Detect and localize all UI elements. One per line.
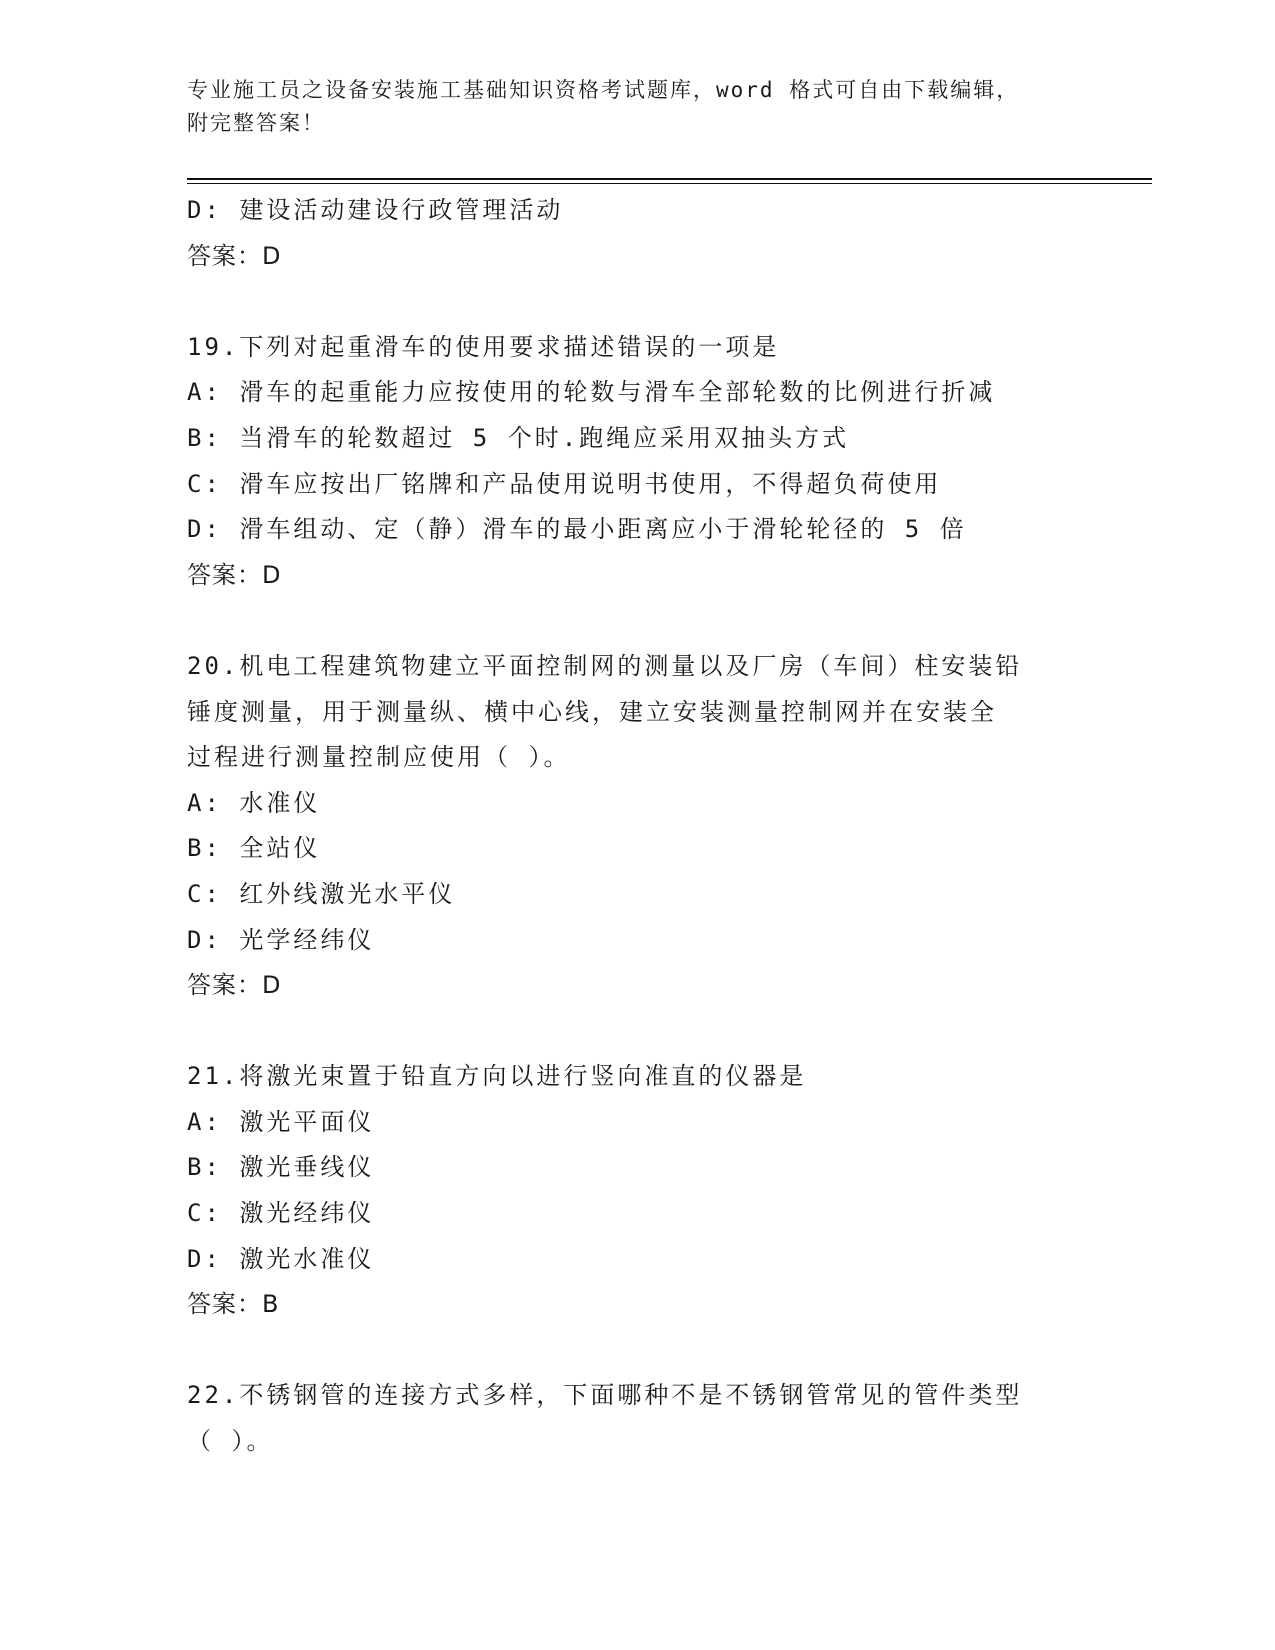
option-d: D: 激光水准仪 xyxy=(187,1244,375,1273)
option-b: B: 全站仪 xyxy=(187,834,321,863)
question-stem-line-1: 22.不锈钢管的连接方式多样，下面哪种不是不锈钢管常见的管件类型 xyxy=(187,1381,1023,1410)
option-a: A: 水准仪 xyxy=(187,788,321,817)
question-stem: 21.将激光束置于铅直方向以进行竖向准直的仪器是 xyxy=(187,1062,807,1091)
option-c: C: 滑车应按出厂铭牌和产品使用说明书使用，不得超负荷使用 xyxy=(187,469,942,498)
question-stem-line-2: （ ）。 xyxy=(187,1427,274,1456)
header-divider-thick xyxy=(187,178,1152,180)
question-22 xyxy=(187,1373,1077,1464)
question-stem-line-3: 过程进行测量控制应使用（ ）。 xyxy=(187,743,571,772)
header-divider-thin xyxy=(187,183,1152,184)
option-d: D: 滑车组动、定（静）滑车的最小距离应小于滑轮轮径的 5 倍 xyxy=(187,515,967,544)
document-header xyxy=(187,74,1067,140)
option-d: D: 建设活动建设行政管理活动 xyxy=(187,196,564,224)
option-c: C: 红外线激光水平仪 xyxy=(187,879,456,908)
option-d: D: 光学经纬仪 xyxy=(187,925,375,954)
question-stem-line-2: 锤度测量，用于测量纵、横中心线，建立安装测量控制网并在安装全 xyxy=(187,697,997,726)
header-line-2: 附完整答案！ xyxy=(187,111,325,135)
option-c: C: 激光经纬仪 xyxy=(187,1199,375,1228)
question-21 xyxy=(187,1054,1077,1328)
spacer xyxy=(187,598,1077,644)
option-b: B: 激光垂线仪 xyxy=(187,1153,375,1182)
option-a: A: 激光平面仪 xyxy=(187,1107,375,1136)
answer-line: 答案：D xyxy=(187,971,282,1000)
answer-line: 答案：D xyxy=(187,241,282,270)
question-stem: 19.下列对起重滑车的使用要求描述错误的一项是 xyxy=(187,332,780,361)
spacer xyxy=(187,1328,1077,1374)
option-b: B: 当滑车的轮数超过 5 个时.跑绳应采用双抽头方式 xyxy=(187,423,850,452)
question-19 xyxy=(187,325,1077,599)
header-line-1: 专业施工员之设备安装施工基础知识资格考试题库，word 格式可自由下载编辑， xyxy=(187,78,1020,102)
option-a: A: 滑车的起重能力应按使用的轮数与滑车全部轮数的比例进行折减 xyxy=(187,378,996,407)
question-stem-line-1: 20.机电工程建筑物建立平面控制网的测量以及厂房（车间）柱安装铅 xyxy=(187,651,1023,680)
answer-line: 答案：B xyxy=(187,1290,280,1319)
question-20 xyxy=(187,644,1077,1009)
spacer xyxy=(187,279,1077,325)
spacer xyxy=(187,1009,1077,1055)
question-content xyxy=(187,188,1077,1465)
answer-line: 答案：D xyxy=(187,560,282,589)
